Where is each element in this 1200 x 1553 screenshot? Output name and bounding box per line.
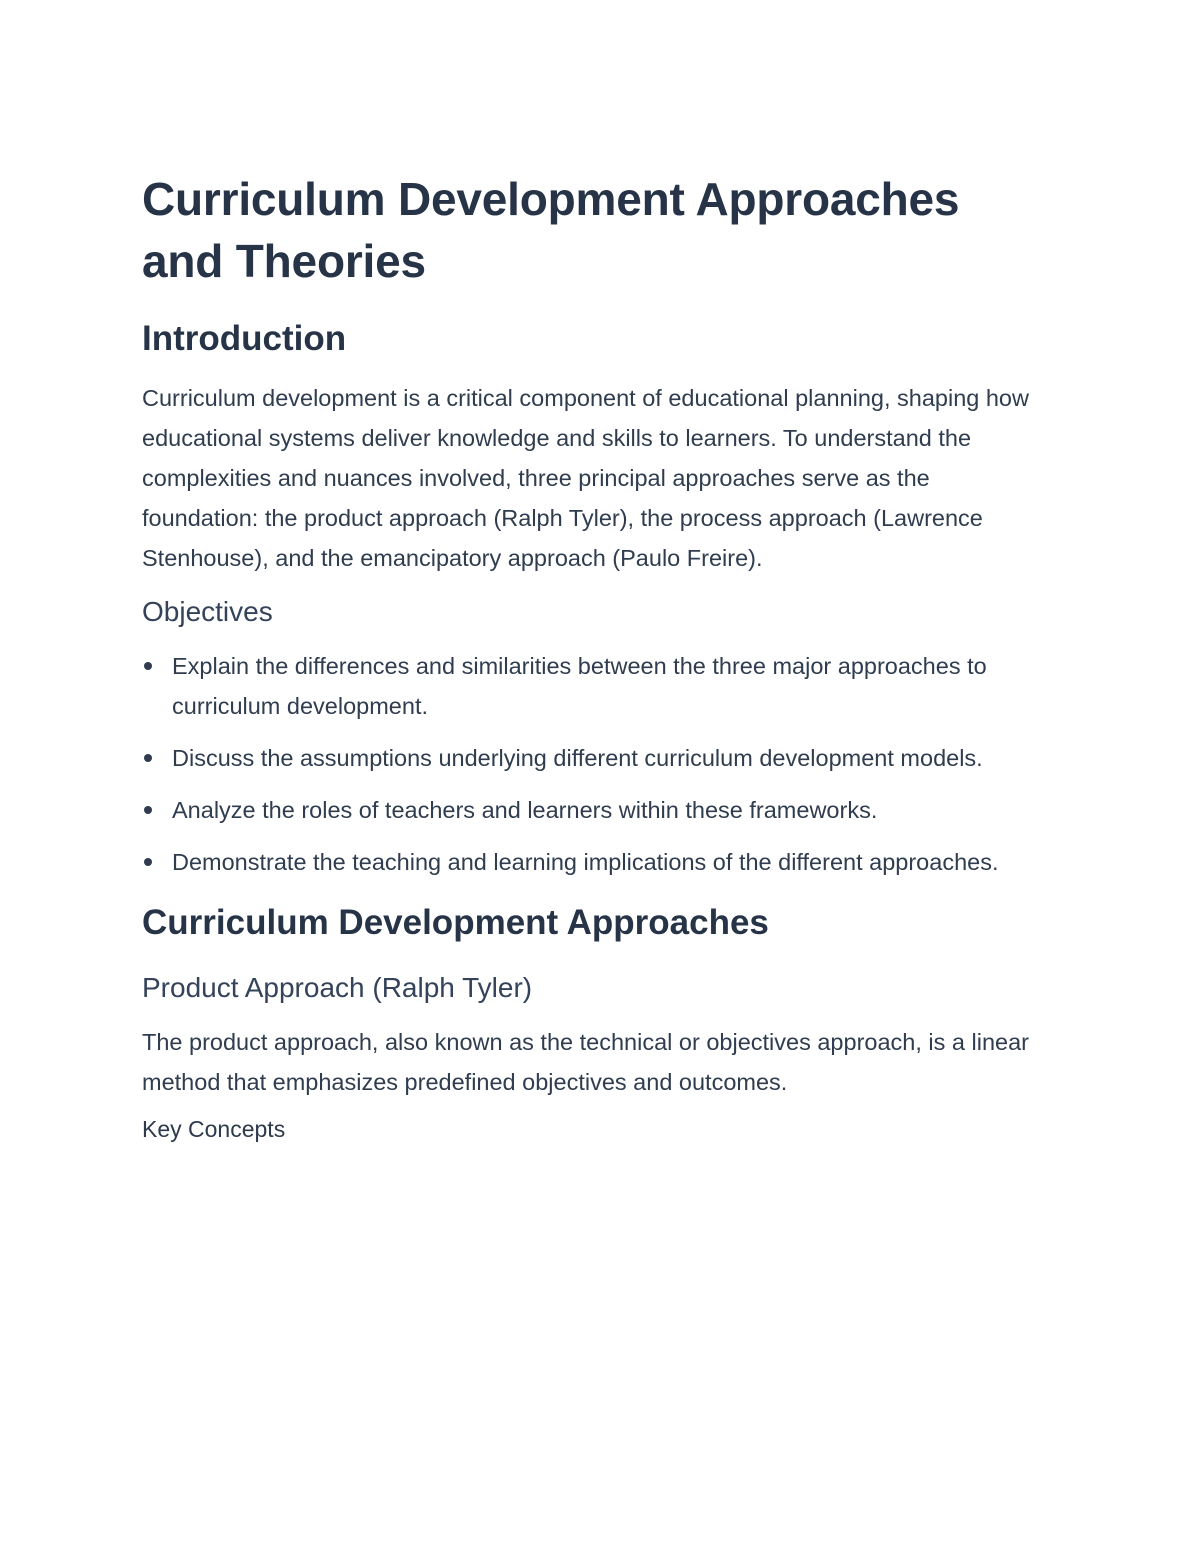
- document-page: [142, 168, 1042, 1146]
- list-item: [142, 790, 1042, 830]
- product-approach-paragraph: The product approach, also known as the technical or objectives approach, is a linear method that emphasizes predefined objectives and outcomes.: [142, 1029, 1029, 1095]
- objective-text: Discuss the assumptions underlying different curriculum development models.: [172, 745, 983, 771]
- bullet-icon: [144, 662, 152, 670]
- list-item: [142, 646, 1042, 726]
- list-item: [142, 738, 1042, 778]
- objective-text: Explain the differences and similarities between the three major approaches to curriculum development.: [172, 653, 987, 719]
- introduction-paragraph: Curriculum development is a critical component of educational planning, shaping how educational systems deliver knowledge and skills to learners. To understand the complexities and nuances involved, three principal approaches serve as the foundation: the product approach (Ralph Tyler), the process approach (Lawrence Stenhouse), and the emancipatory approach (Paulo Freire).: [142, 385, 1029, 571]
- objective-text: Analyze the roles of teachers and learners within these frameworks.: [172, 797, 878, 823]
- bullet-icon: [144, 806, 152, 814]
- bullet-icon: [144, 754, 152, 762]
- objective-text: Demonstrate the teaching and learning implications of the different approaches.: [172, 849, 999, 875]
- objectives-heading: Objectives: [142, 596, 273, 627]
- objectives-list: [142, 646, 1042, 882]
- approaches-heading: Curriculum Development Approaches: [142, 903, 769, 942]
- introduction-heading: Introduction: [142, 319, 347, 358]
- product-approach-heading: Product Approach (Ralph Tyler): [142, 972, 533, 1003]
- bullet-icon: [144, 858, 152, 866]
- list-item: [142, 842, 1042, 882]
- document-title: Curriculum Development Approaches and Theories: [142, 173, 960, 287]
- key-concepts-heading: Key Concepts: [142, 1116, 286, 1142]
